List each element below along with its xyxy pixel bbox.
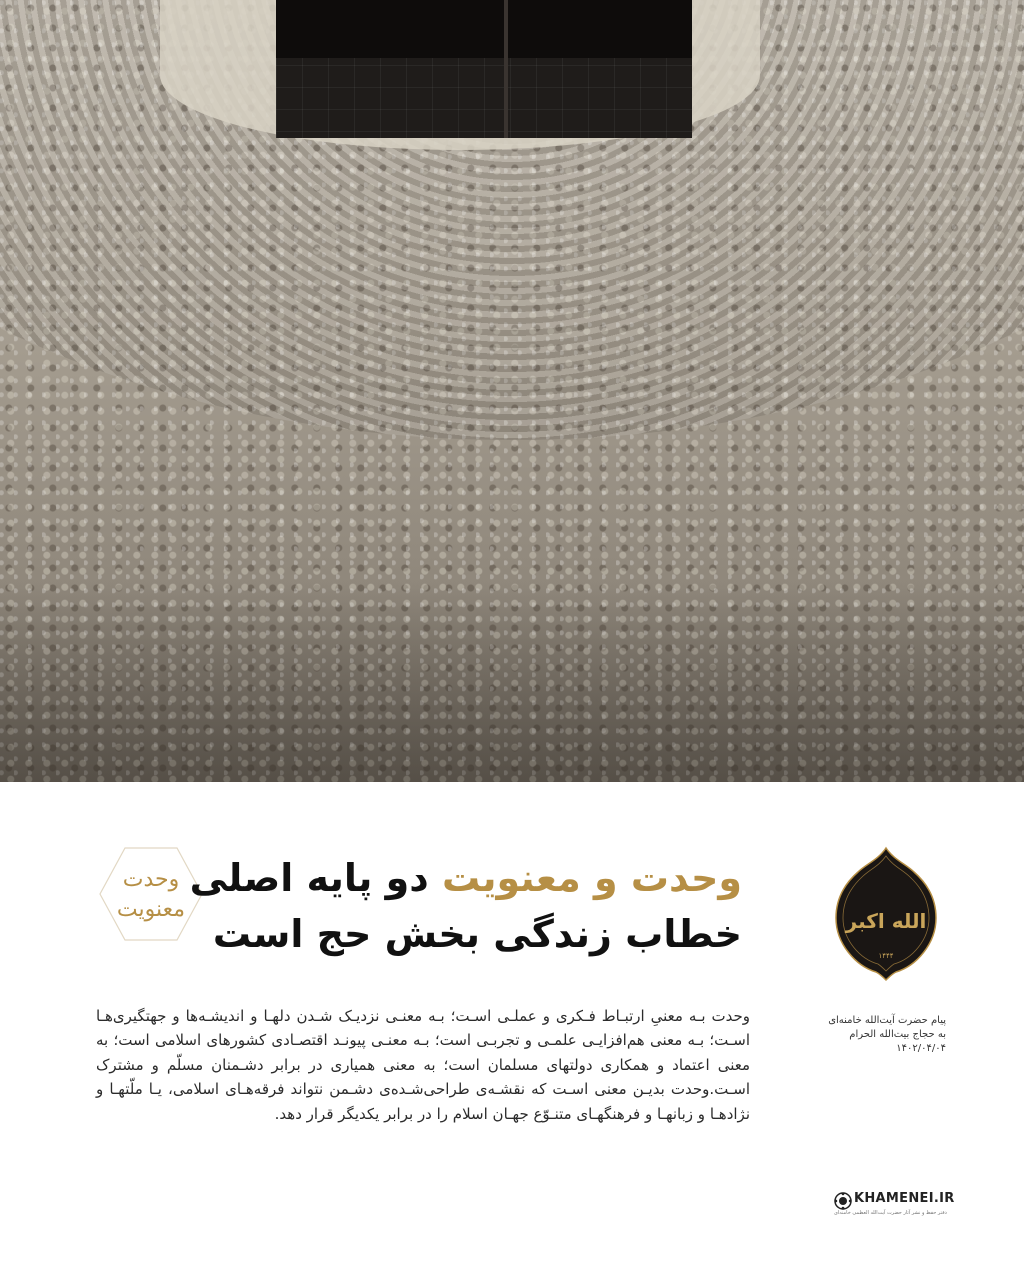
unity-spirituality-emblem bbox=[98, 846, 204, 942]
allahu-akbar-emblem bbox=[834, 846, 938, 982]
headline-line-2: خطاب زندگی بخش حج است bbox=[212, 912, 742, 956]
logo-tagline: دفتر حفظ و نشر آثار حضرت آیت‌الله العظمی خامنه‌ای bbox=[834, 1210, 947, 1216]
emblem-word-2: معنویت bbox=[116, 897, 186, 922]
photo-shade bbox=[0, 582, 1024, 782]
source-note bbox=[816, 1014, 946, 1056]
source-date: ۱۴۰۲/۰۴/۰۴ bbox=[896, 1043, 946, 1054]
quote-body: وحدت بـه معنیِ ارتبـاط فـکری و عملـی اسـت؛ بـه معنـی نزدیـک شـدن دلهـا و اندیشـه‌ها و جهتگیری‌هـا اسـت؛ بـه معنی هم‌افزایـی علمـی و تجربـی است؛ بـه معنـی پیونـد اقتصـادی کشورهای اسلامی است؛ به معنی اعتماد و همکاری دولتهای مسلمان است؛ به معنی همیاری در برابر دشـمنان مسلّم و مشترک اسـت.وحدت بدیـن معنی اسـت که نقشـه‌ی طراحی‌شـده‌ی دشـمن نتواند فرقه‌هـای اسلامی، یـا ملّتهـا و نژادهـا و زبانهـا و فرهنگهـای متنـوّع جهـان اسلام را در برابر یکدیگر قرار دهد. bbox=[96, 1007, 750, 1123]
headline-line-1 bbox=[189, 850, 742, 906]
kaaba-corner bbox=[504, 0, 508, 138]
source-line-1: پیام حضرت آیت‌الله خامنه‌ای bbox=[828, 1015, 946, 1026]
emblem-calligraphy: الله اکبر bbox=[845, 909, 927, 933]
headline-highlight: وحدت و معنویت bbox=[441, 856, 742, 900]
kaaba bbox=[276, 0, 692, 138]
kaaba-kiswa bbox=[276, 0, 692, 58]
headline bbox=[189, 850, 742, 962]
logo-site-name: KHAMENEI.IR bbox=[854, 1191, 955, 1206]
headline-rest: دو پایه اصلی bbox=[189, 856, 429, 900]
emblem-word-1: وحدت bbox=[122, 867, 180, 892]
source-line-2: به حجاج بیت‌الله الحرام bbox=[849, 1029, 946, 1040]
logo-mark-icon bbox=[834, 1192, 852, 1210]
emblem-year: ۱۴۴۴ bbox=[878, 952, 894, 960]
site-logo[interactable] bbox=[834, 1190, 954, 1218]
